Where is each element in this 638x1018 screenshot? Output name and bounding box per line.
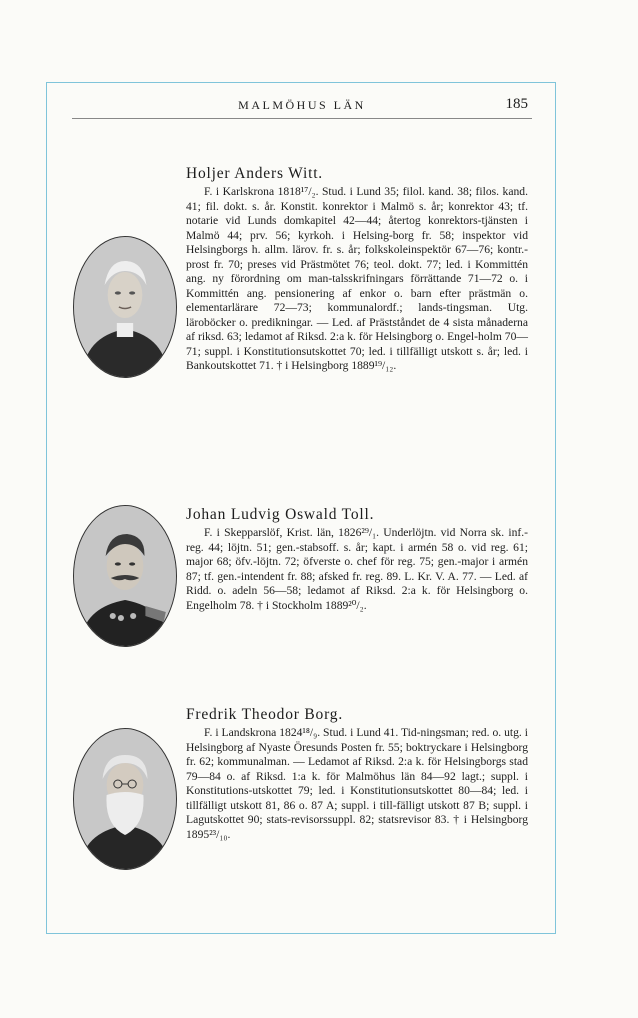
entry-text-witt: F. i Karlskrona 1818¹⁷/₂. Stud. i Lund 35; filol. kand. 38; filos. kand. 41; fil. dokt. s. år. Konstit. konrektor i Malmö s. år; konrektor 43; tf. notarie vid Lunds domkapitel 42—44; återtog konrektors-tjänsten i Malmö 44; prv. 56; kyrkoh. i Helsing-borg fr. 58; inspektor vid Helsingborgs h. allm. lärov. fr. s. år; folkskoleinspektör 67—76; kontr.-prost fr. 70; preses vid Prästmötet 76; teol. dokt. 77; led. i Kommittén ang. ny förordning om man-talsskrifningars förrättande 71—72 o. i Kommittén ang. pensionering af enkor o. barn efter prästmän o. elementarlärare 72—73; kommunalordf.; lands-tingsman. Utg. läroböcker o. predikningar. — Led. af Prästståndet de 4 sista månaderna af riksd. 63; ledamot af Riksd. 2:a k. för Helsingborg o. Engel-holm 70—71; suppl. i Konstitutionsutskottet 70; led. i tillfälligt utskott s. år; led. i Bankoutskottet 71. † i Helsingborg 1889¹⁹/₁₂. xyxy=(186,185,528,372)
entry-text-toll: F. i Skepparslöf, Krist. län, 1826²⁹/₁. Underlöjtn. vid Norra sk. inf.-reg. 44; löjtn. 51; gen.-stabsoff. s. år; kapt. i armén 58 o. vid reg. 61; major 68; öfv.-löjtn. 72; öfverste o. chef för reg. 75; gen.-major i armén 87; tf. gen.-intendent fr. 88; afsked fr. reg. 89. L. Kr. V. A. 77. — Led. af Ridd. o. adeln 56—58; ledamot af Riksd. 2:a k. för Helsingborg o. Engelholm 78. † i Stockholm 1889²⁰/₂. xyxy=(186,526,528,612)
portrait-borg xyxy=(73,728,177,870)
entry-name-toll: Johan Ludvig Oswald Toll. xyxy=(186,506,375,523)
running-title: MALMÖHUS LÄN xyxy=(238,98,366,112)
entry-name-borg: Fredrik Theodor Borg. xyxy=(186,706,344,723)
portrait-witt xyxy=(73,236,177,378)
entry-text-borg: F. i Landskrona 1824¹⁸/₉. Stud. i Lund 41. Tid-ningsman; red. o. utg. i Helsingborg af Nyaste Öresunds Posten fr. 55; boktryckare i Helsingborg fr. 62; kommunalman. — Ledamot af Riksd. 2:a k. för Helsingborgs stad 79—84 o. af Riksd. 1:a k. för Malmöhus län 84—92 lagt.; suppl. i Konstitutions-utskottet 79; led. i Konstitutionsutskottet 80—84; led. i tillfälligt utskott 81, 86 o. 87 A; suppl. i till-fälligt utskott 87 B; suppl. i Lagutskottet 90; stats-revisorssuppl. 82; statsrevisor 83. † i Helsingborg 1895²³/₁₀. xyxy=(186,726,528,841)
running-head xyxy=(72,96,532,119)
portrait-toll xyxy=(73,505,177,647)
page-number: 185 xyxy=(505,96,528,112)
entry-name-witt: Holjer Anders Witt. xyxy=(186,165,323,182)
